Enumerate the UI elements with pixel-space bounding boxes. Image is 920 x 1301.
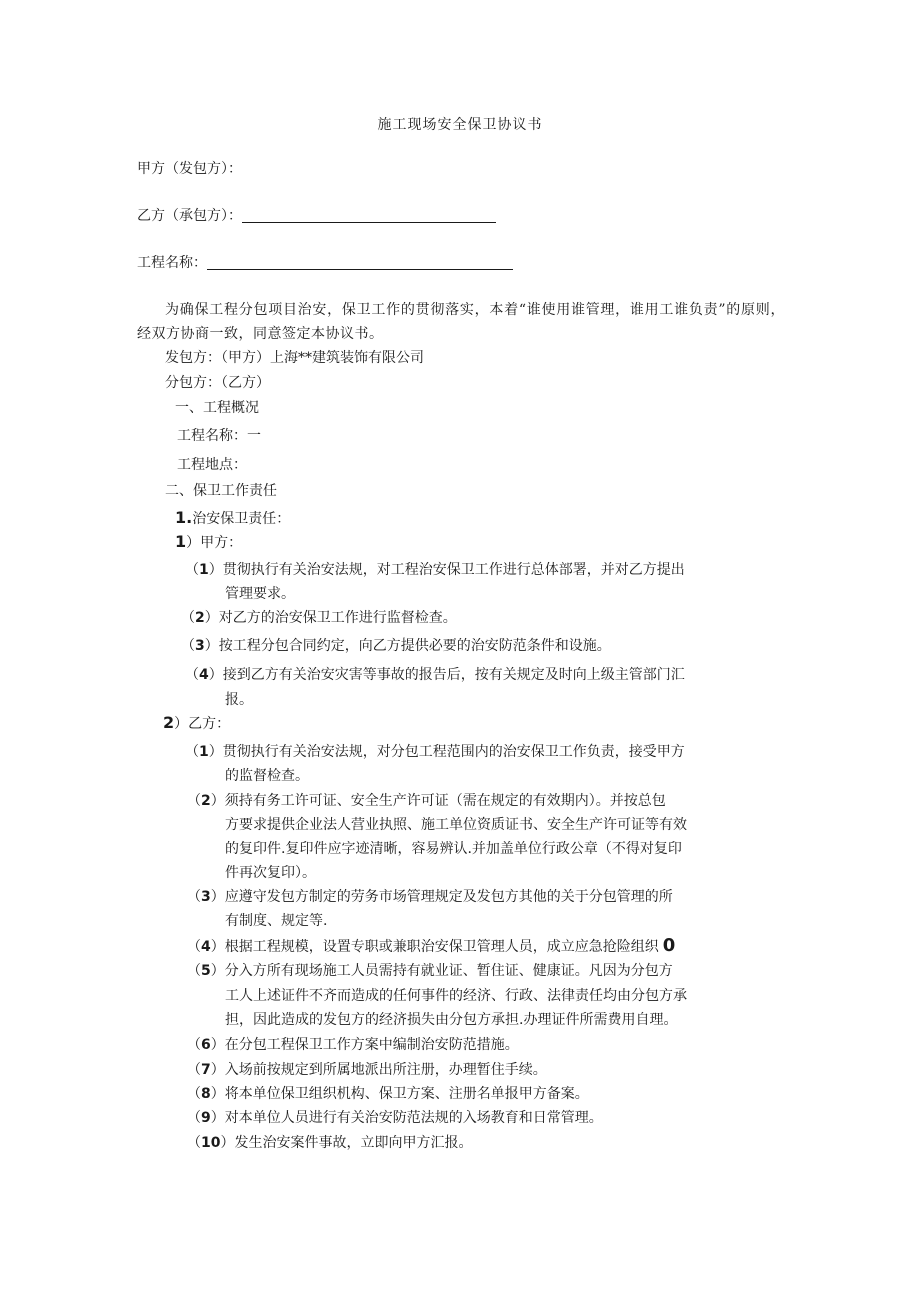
party-b-item-1-line-2: 的监督检查。 <box>225 768 309 784</box>
party-b-item-7: （7）入场前按规定到所属地派出所注册，办理暂住手续。 <box>187 1062 547 1078</box>
item-text: 对本单位人员进行有关治安防范法规的入场教育和日常管理。 <box>224 1110 603 1126</box>
party-b-item-3: （3）应遵守发包方制定的劳务市场管理规定及发包方其他的关于分包管理的所 <box>187 889 673 905</box>
project-name-blank <box>207 253 513 270</box>
section-1-project-name: 工程名称：一 <box>177 428 261 444</box>
party-a-item-3: （3）按工程分包合同约定，向乙方提供必要的治安防范条件和设施。 <box>181 638 611 654</box>
party-a-field <box>137 157 242 181</box>
item-text: 分入方所有现场施工人员需持有就业证、暂住证、健康证。凡因为分包方 <box>224 963 673 979</box>
intro-paragraph: 为确保工程分包项目治安，保卫工作的贯彻落实，本着“谁使用谁管理，谁用工谁负责”的原则，经双方协商一致，同意签定本协议书。 <box>137 302 785 342</box>
item-number: 8 <box>201 1086 211 1102</box>
party-b-item-1: （1）贯彻执行有关治安法规，对分包工程范围内的治安保卫工作负责，接受甲方 <box>185 744 685 760</box>
party-b-heading <box>163 711 230 736</box>
subsection-1-heading <box>175 506 290 531</box>
party-b-item-2: （2）须持有务工许可证、安全生产许可证（需在规定的有效期内）。并按总包 <box>187 793 666 809</box>
party-a-label: 甲方（发包方）： <box>137 161 242 177</box>
party-b-item-9: （9）对本单位人员进行有关治安防范法规的入场教育和日常管理。 <box>187 1110 603 1126</box>
subsection-1-number: 1. <box>175 508 193 527</box>
contractor-line: 发包方：（甲方）上海**建筑装饰有限公司 <box>165 350 424 366</box>
item-text: 应遵守发包方制定的劳务市场管理规定及发包方其他的关于分包管理的所 <box>224 889 673 905</box>
item-number: 9 <box>201 1110 211 1126</box>
item-text: 按工程分包合同约定，向乙方提供必要的治安防范条件和设施。 <box>218 638 611 654</box>
item-text: 贯彻执行有关治安法规，对分包工程范围内的治安保卫工作负责，接受甲方 <box>222 744 685 760</box>
party-b-heading-text: ）乙方： <box>174 716 231 732</box>
party-b-item-3-line-2: 有制度、规定等. <box>225 913 328 929</box>
project-name-label: 工程名称： <box>137 255 207 271</box>
party-a-item-4: （4）接到乙方有关治安灾害等事故的报告后，按有关规定及时向上级主管部门汇 <box>185 667 685 683</box>
item-text: 入场前按规定到所属地派出所注册，办理暂住手续。 <box>224 1062 547 1078</box>
section-2-heading: 二、保卫工作责任 <box>165 483 277 499</box>
party-b-item-6: （6）在分包工程保卫工作方案中编制治安防范措施。 <box>187 1037 519 1053</box>
item-number: 7 <box>201 1062 211 1078</box>
item-number: 10 <box>201 1135 221 1151</box>
party-a-item-1-cont: 管理要求。 <box>225 586 295 602</box>
item-text: 在分包工程保卫工作方案中编制治安防范措施。 <box>224 1037 519 1053</box>
party-a-heading-number: 1 <box>175 532 187 551</box>
party-b-item-2-line-4: 件再次复印）。 <box>225 865 316 881</box>
party-b-item-5: （5）分入方所有现场施工人员需持有就业证、暂住证、健康证。凡因为分包方 <box>187 963 673 979</box>
item-number: 2 <box>201 793 211 809</box>
party-a-heading <box>175 530 242 555</box>
document-title: 施工现场安全保卫协议书 <box>377 117 543 133</box>
item-text: 根据工程规模，设置专职或兼职治安保卫管理人员，成立应急抢险组织 <box>224 939 659 955</box>
party-a-item-1: （1）贯彻执行有关治安法规，对工程治安保卫工作进行总体部署，并对乙方提出 <box>185 562 685 578</box>
item-text: 接到乙方有关治安灾害等事故的报告后，按有关规定及时向上级主管部门汇 <box>222 667 685 683</box>
party-a-item-4-cont: 报。 <box>225 692 253 708</box>
item-number: 4 <box>201 939 211 955</box>
party-a-heading-text: ）甲方： <box>186 535 243 551</box>
item-tail: 0 <box>662 935 676 956</box>
party-b-item-8: （8）将本单位保卫组织机构、保卫方案、注册名单报甲方备案。 <box>187 1086 589 1102</box>
party-b-item-5-line-2: 工人上述证件不齐而造成的任何事件的经济、行政、法律责任均由分包方承 <box>225 988 687 1004</box>
item-number: 1 <box>199 744 209 760</box>
party-b-item-2-line-2: 方要求提供企业法人营业执照、施工单位资质证书、安全生产许可证等有效 <box>225 817 687 833</box>
party-b-field <box>137 204 496 228</box>
party-a-item-2: （2）对乙方的治安保卫工作进行监督检查。 <box>181 610 457 626</box>
party-b-blank <box>242 206 496 223</box>
item-number: 3 <box>201 889 211 905</box>
section-1-location: 工程地点： <box>177 457 247 473</box>
subcontractor-line: 分包方：（乙方） <box>165 375 270 391</box>
party-b-item-4: （4）根据工程规模，设置专职或兼职治安保卫管理人员，成立应急抢险组织 0 <box>187 935 676 956</box>
item-text: 须持有务工许可证、安全生产许可证（需在规定的有效期内）。并按总包 <box>224 793 666 809</box>
section-1-heading: 一、工程概况 <box>175 400 259 416</box>
project-name-field <box>137 251 513 275</box>
item-text: 发生治安案件事故，立即向甲方汇报。 <box>234 1135 473 1151</box>
item-number: 1 <box>199 562 209 578</box>
item-number: 3 <box>195 638 205 654</box>
party-b-label: 乙方（承包方）： <box>137 208 242 224</box>
item-number: 5 <box>201 963 211 979</box>
subsection-1-text: 治安保卫责任： <box>192 511 291 527</box>
party-b-item-2-line-3: 的复印件.复印件应字迹清晰，容易辨认.并加盖单位行政公章（不得对复印 <box>225 841 682 857</box>
party-b-heading-number: 2 <box>163 713 175 732</box>
item-text: 贯彻执行有关治安法规，对工程治安保卫工作进行总体部署，并对乙方提出 <box>222 562 685 578</box>
party-b-item-10: （10）发生治安案件事故，立即向甲方汇报。 <box>187 1135 473 1151</box>
item-number: 4 <box>199 667 209 683</box>
party-b-item-5-line-3: 担，因此造成的发包方的经济损失由分包方承担.办理证件所需费用自理。 <box>225 1012 678 1028</box>
item-number: 6 <box>201 1037 211 1053</box>
item-text: 将本单位保卫组织机构、保卫方案、注册名单报甲方备案。 <box>224 1086 589 1102</box>
item-number: 2 <box>195 610 205 626</box>
item-text: 对乙方的治安保卫工作进行监督检查。 <box>218 610 457 626</box>
